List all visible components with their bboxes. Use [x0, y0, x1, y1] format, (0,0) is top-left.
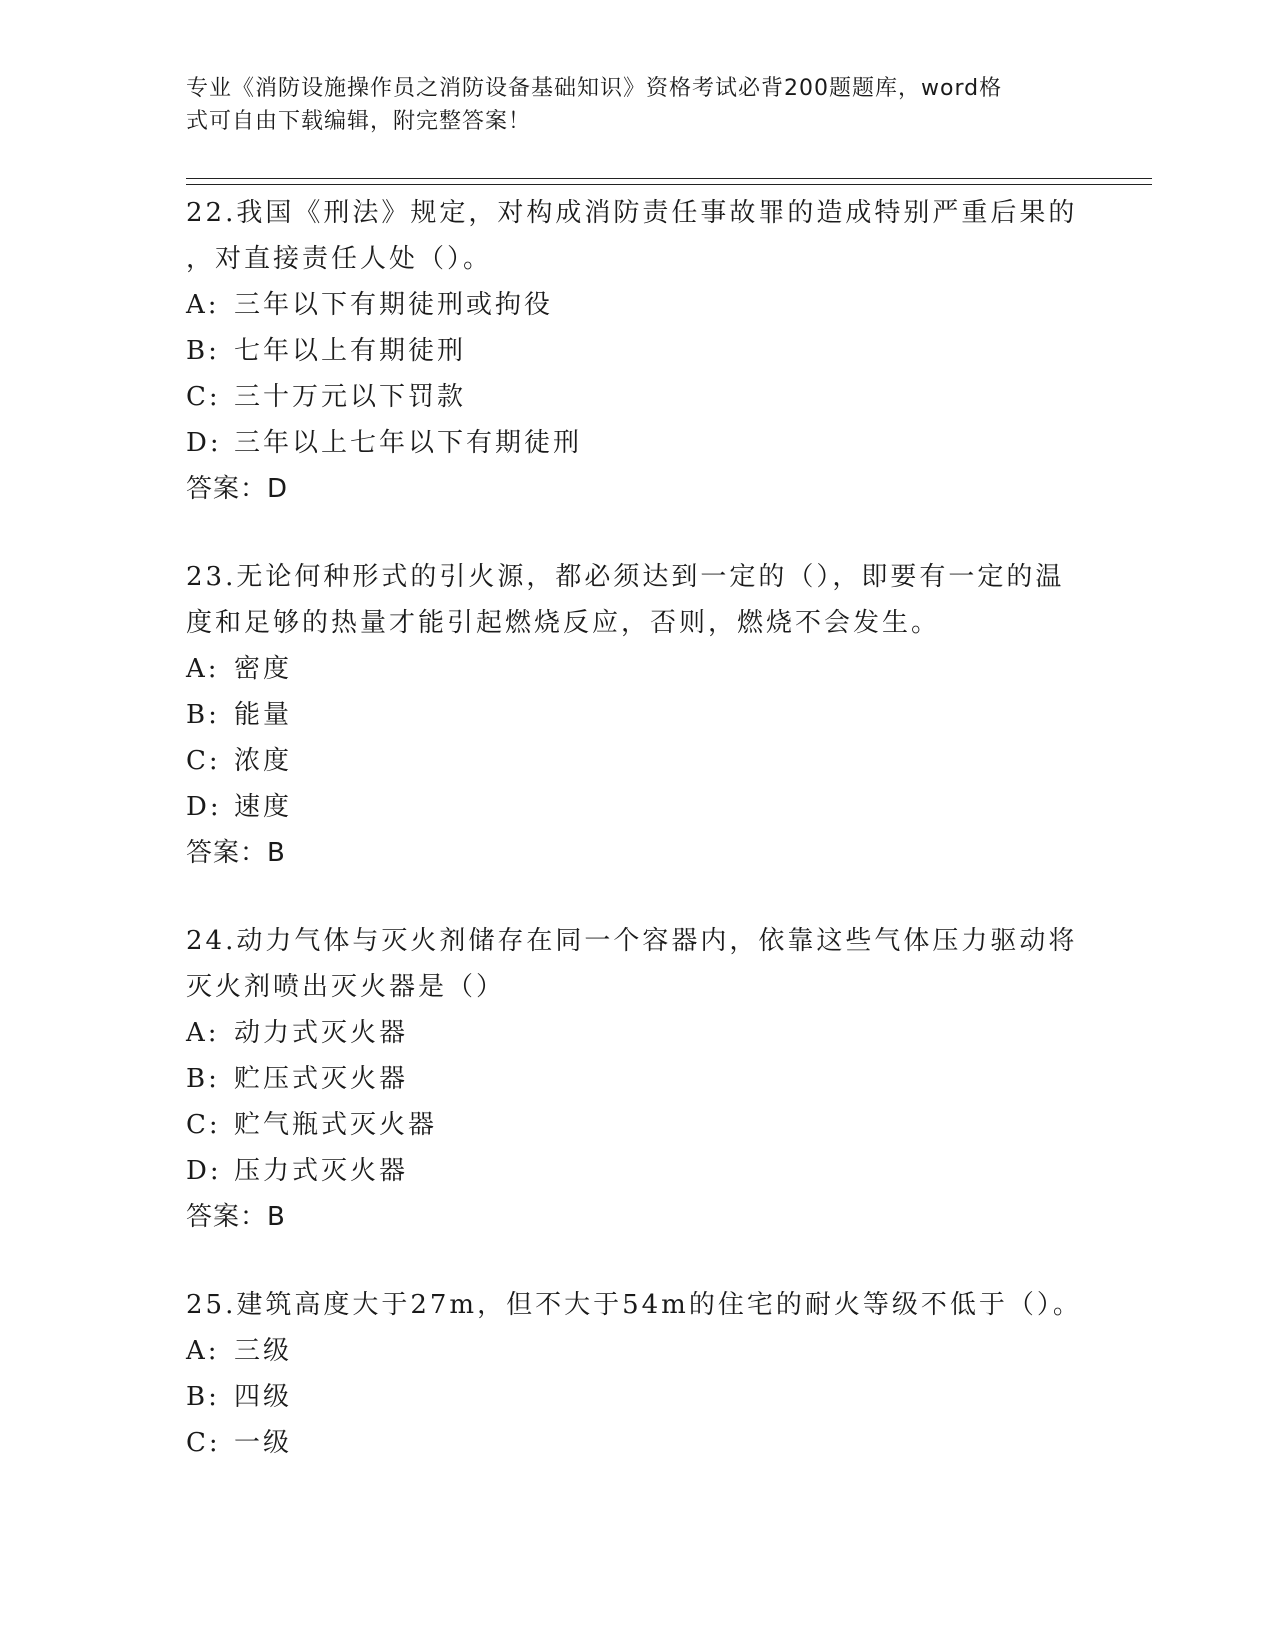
header-divider-top [186, 178, 1152, 179]
option-a [186, 646, 1086, 692]
option-text: 三年以下有期徒刑或拘役 [234, 290, 554, 320]
option-a [186, 1010, 1086, 1056]
option-text: 七年以上有期徒刑 [234, 336, 467, 366]
option-a [186, 1328, 1086, 1374]
option-b [186, 1374, 1086, 1420]
option-text: 一级 [234, 1428, 293, 1458]
option-c [186, 1420, 1086, 1466]
option-c [186, 374, 1086, 420]
question-text-line: 灭火剂喷出灭火器是（） [186, 972, 506, 1002]
option-text: 能量 [234, 700, 293, 730]
document-header [186, 72, 1066, 138]
option-d [186, 784, 1086, 830]
option-b [186, 1056, 1086, 1102]
option-key: A: [186, 654, 220, 684]
option-key: C: [186, 1110, 221, 1140]
option-text: 贮压式灭火器 [234, 1064, 409, 1094]
option-key: B: [186, 700, 220, 730]
option-text: 三十万元以下罚款 [234, 382, 467, 412]
question-text-line: 22.我国《刑法》规定，对构成消防责任事故罪的造成特别严重后果的 [186, 198, 1078, 228]
question-text-line: 度和足够的热量才能引起燃烧反应，否则，燃烧不会发生。 [186, 608, 941, 638]
question-25 [186, 1282, 1086, 1466]
option-text: 动力式灭火器 [234, 1018, 409, 1048]
option-key: D: [186, 792, 222, 822]
option-b [186, 328, 1086, 374]
question-spacer [186, 1240, 1086, 1282]
answer-text: 答案：B [186, 838, 286, 868]
option-b [186, 692, 1086, 738]
option-text: 浓度 [234, 746, 293, 776]
option-key: B: [186, 336, 220, 366]
option-c [186, 1102, 1086, 1148]
option-text: 四级 [234, 1382, 293, 1412]
question-spacer [186, 512, 1086, 554]
option-key: B: [186, 1064, 220, 1094]
option-text: 贮气瓶式灭火器 [234, 1110, 438, 1140]
option-d [186, 420, 1086, 466]
option-key: D: [186, 428, 222, 458]
option-key: C: [186, 382, 221, 412]
option-text: 三年以上七年以下有期徒刑 [234, 428, 583, 458]
question-spacer [186, 876, 1086, 918]
option-a [186, 282, 1086, 328]
option-text: 密度 [234, 654, 293, 684]
question-text-line: 24.动力气体与灭火剂储存在同一个容器内，依靠这些气体压力驱动将 [186, 926, 1078, 956]
option-text: 速度 [234, 792, 293, 822]
option-key: A: [186, 1018, 220, 1048]
option-text: 三级 [234, 1336, 293, 1366]
question-23 [186, 554, 1086, 876]
option-key: B: [186, 1382, 220, 1412]
option-key: C: [186, 746, 221, 776]
option-d [186, 1148, 1086, 1194]
question-22 [186, 190, 1086, 512]
answer-text: 答案：D [186, 474, 289, 504]
question-text-line: 23.无论何种形式的引火源，都必须达到一定的（），即要有一定的温 [186, 562, 1065, 592]
header-divider-bottom [186, 184, 1152, 185]
option-text: 压力式灭火器 [234, 1156, 409, 1186]
answer-text: 答案：B [186, 1202, 286, 1232]
header-line-1: 专业《消防设施操作员之消防设备基础知识》资格考试必背200题题库，word格 [186, 76, 1003, 101]
option-key: A: [186, 290, 220, 320]
question-list [186, 190, 1086, 1466]
option-key: D: [186, 1156, 222, 1186]
question-text-line: ，对直接责任人处（）。 [186, 244, 493, 274]
question-24 [186, 918, 1086, 1240]
option-key: C: [186, 1428, 221, 1458]
question-text-line: 25.建筑高度大于27m，但不大于54m的住宅的耐火等级不低于（）。 [186, 1290, 1082, 1320]
header-line-2: 式可自由下载编辑，附完整答案！ [186, 109, 532, 134]
option-key: A: [186, 1336, 220, 1366]
option-c [186, 738, 1086, 784]
